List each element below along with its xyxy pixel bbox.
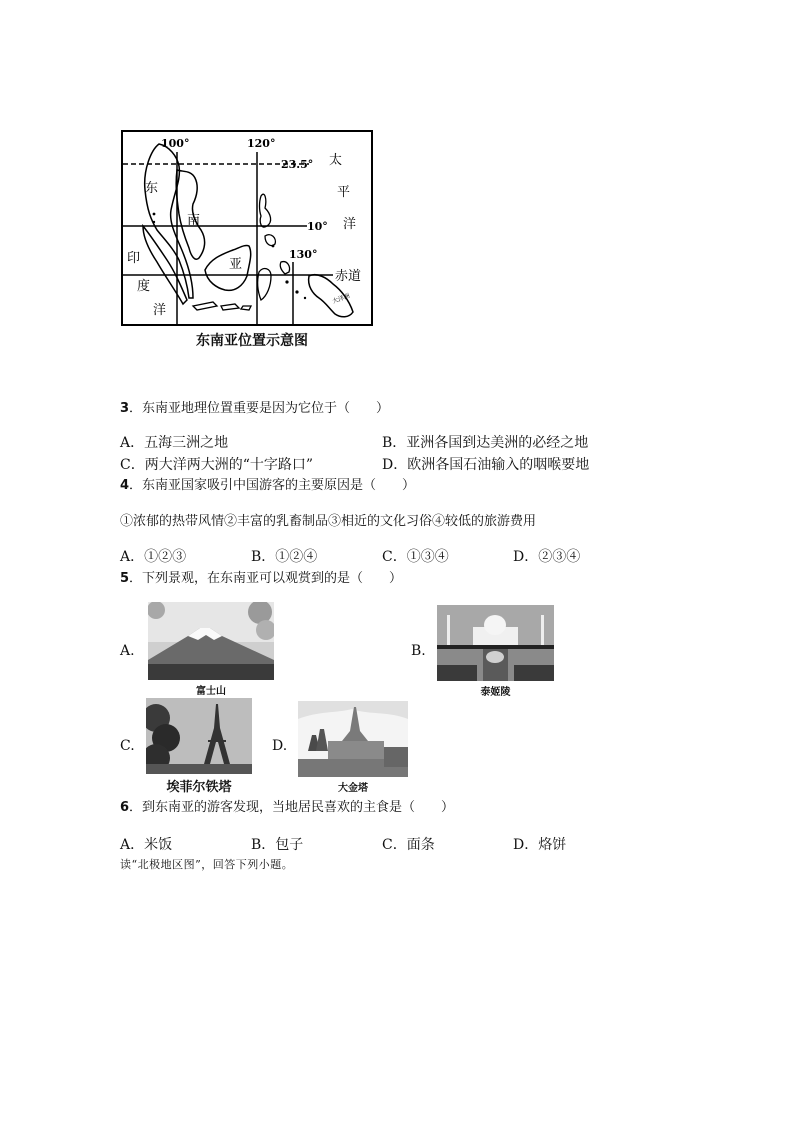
q5-option-b-letter[interactable]: B. xyxy=(411,643,426,659)
q4-option-c[interactable]: C．①③④ xyxy=(382,549,449,565)
longitude-label-100: 100° xyxy=(161,137,190,150)
map-caption: 东南亚位置示意图 xyxy=(196,333,308,349)
q5-option-d-letter[interactable]: D. xyxy=(272,738,288,754)
map-label-tai: 太 xyxy=(329,153,343,168)
caption-taj-mahal: 泰姬陵 xyxy=(480,687,511,698)
question-stem: ．到东南亚的游客发现，当地居民喜欢的主食是（ ） xyxy=(129,800,455,815)
southeast-asia-map xyxy=(121,130,373,326)
q4-statement: ①浓郁的热带风情②丰富的乳畜制品③相近的文化习俗④较低的旅游费用 xyxy=(120,514,537,529)
q3-option-a[interactable]: A．五海三洲之地 xyxy=(120,435,229,451)
q4-option-a[interactable]: A．①②③ xyxy=(120,549,187,565)
shwedagon-pagoda-photo xyxy=(298,701,408,777)
question-stem: ．东南亚地理位置重要是因为它位于（ ） xyxy=(129,401,390,416)
q6-option-a[interactable]: A．米饭 xyxy=(120,837,173,853)
map-label-dong: 东 xyxy=(145,181,159,196)
latitude-label-10: 10° xyxy=(307,220,328,233)
map-label-yang-indian: 洋 xyxy=(153,303,167,318)
q4-option-b[interactable]: B．①②④ xyxy=(251,549,318,565)
taj-mahal-photo xyxy=(437,605,554,681)
map-label-oceania: 大洋洲 xyxy=(331,292,351,306)
q5-option-c-letter[interactable]: C. xyxy=(120,738,135,754)
question-5 xyxy=(120,567,402,586)
question-number: 5 xyxy=(120,571,130,586)
q6-option-b[interactable]: B．包子 xyxy=(251,837,304,853)
question-4 xyxy=(120,474,415,493)
question-number: 3 xyxy=(120,401,130,416)
longitude-label-120: 120° xyxy=(247,137,276,150)
question-number: 6 xyxy=(120,800,130,815)
question-6 xyxy=(120,796,454,815)
latitude-label-tropic: 23.5° xyxy=(281,158,314,171)
map-label-yang-pacific: 洋 xyxy=(343,217,357,232)
eiffel-tower-photo xyxy=(146,698,252,774)
caption-eiffel: 埃菲尔铁塔 xyxy=(166,780,232,795)
q3-option-b[interactable]: B．亚洲各国到达美洲的必经之地 xyxy=(382,435,589,451)
q5-option-c[interactable] xyxy=(146,698,252,795)
equator-label: 赤道 xyxy=(335,269,362,284)
q3-option-d[interactable]: D．欧洲各国石油输入的咽喉要地 xyxy=(382,457,590,473)
mount-fuji-photo xyxy=(148,602,274,680)
caption-fuji: 富士山 xyxy=(196,686,226,697)
caption-shwedagon: 大金塔 xyxy=(338,783,368,794)
question-3 xyxy=(120,397,389,416)
map-label-du: 度 xyxy=(137,279,151,294)
question-stem: ．下列景观，在东南亚可以观赏到的是（ ） xyxy=(129,571,403,586)
map-label-ya: 亚 xyxy=(229,257,243,272)
q4-option-d[interactable]: D．②③④ xyxy=(513,549,581,565)
q5-option-d[interactable] xyxy=(298,701,408,794)
instruction-note: 读“北极地区图”，回答下列小题。 xyxy=(120,858,294,871)
q3-option-c[interactable]: C．两大洋两大洲的“十字路口” xyxy=(120,457,314,473)
q5-option-b[interactable] xyxy=(437,605,554,698)
q5-option-a[interactable] xyxy=(148,602,274,697)
question-number: 4 xyxy=(120,478,130,493)
map-label-yin: 印 xyxy=(127,251,141,266)
map-label-nan: 南 xyxy=(187,213,201,228)
question-stem: ．东南亚国家吸引中国游客的主要原因是（ ） xyxy=(129,478,416,493)
q6-option-d[interactable]: D．烙饼 xyxy=(513,837,567,853)
q5-option-a-letter[interactable]: A. xyxy=(120,643,135,659)
map-label-ping: 平 xyxy=(337,185,351,200)
longitude-label-130: 130° xyxy=(289,248,318,261)
q6-option-c[interactable]: C．面条 xyxy=(382,837,435,853)
